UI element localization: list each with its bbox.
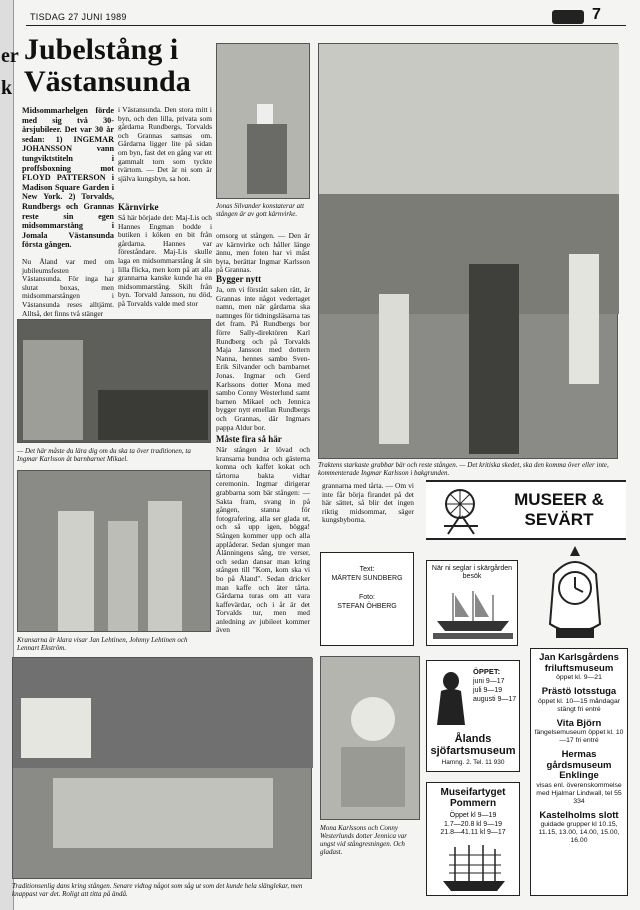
pommern-hours	[427, 812, 519, 838]
caption-tradition: — Det här måste du lära dig om du ska ta över traditionen, ta Ingmar Karlsson åt barnbarnet Mikael.	[17, 447, 191, 463]
pommern-hours-row: 21.8—41.11 kl 9—17	[440, 829, 506, 836]
caption-baby: Mona Karlssons och Conny Westerlunds dotter Jennica var ungst vid stångresningen. Och gladast.	[320, 824, 408, 856]
museum-name: Jan Karlsgårdens friluftsmuseum	[539, 652, 619, 674]
figurehead-icon	[433, 669, 471, 727]
museum-info: fängelsemuseum öppet kl. 10—17 fri entré	[534, 729, 624, 744]
ad-museums-list	[530, 648, 628, 896]
credit-text-name: MÄRTEN SUNDBERG	[331, 575, 403, 582]
article-maste-text: När stången är lövad och kransarna bundna och gästerna komna och kaffet kokat och tårtorna bakta vidtar ceremonin. Ingmar dirigerar grabbarna som bär stången: — Sakta fram, svang in på gången, stanna för fotografering, alla ser glada ut, och så upp igen, bögga! Stången kommer upp och alla applåderar. Sedan sjunger man Ålänningens sång, tre verser, och sedan dansar man kring stången till "Kom, kom ska vi bo på Åland". Sedan dricker man kaffe och äter tårta. Gårdarna turas om att vara kaffevärdar, och i år är det Torvalds tur, men med anledning av jubileet kommer även	[216, 445, 310, 635]
skargard-text: När ni seglar i skärgården besök	[431, 565, 513, 580]
article-headline: Jubelstång i Västansunda	[24, 33, 191, 98]
sjofart-name: Ålands sjöfartsmuseum	[430, 733, 516, 757]
article-col1-text: Nu Åland var med om jubileumsfesten i Västansunda. För inga har slutat boxas, men midsommarstången i Västansunda reses alltjämt. Alltså, det finns två stänger	[22, 257, 114, 318]
photo-wreaths	[17, 470, 211, 632]
museum-info: öppet kl. 9—21	[556, 674, 602, 681]
sjofart-hours-row: juni 9—17	[473, 678, 505, 685]
article-col2-top: i Västansunda. Den stora mitt i byn, och den lilla, privata som gårdarna Rundbergs, Torvalds och Grannas samsas om. Gårdarna ligger lite på sidan om byn, fast det en gång var ett gammalt torn som tyckte tvärtom. — Det är ni som är själva kungsbyn, sa hon.	[118, 105, 212, 183]
ship-illustration-icon	[433, 587, 513, 641]
article-intro-text: Det var 30 år sedan: 1) INGEMAR JOHANSSON vann tungviktstiteln i proffsboxning mot FLOYD PATTERSON i Madison Square Garden i New York. 2) Torvalds, Rundbergs och Grannas reste sin egen midsommarstång i Jomala Västansunda första gången.	[22, 125, 114, 250]
sailing-ship-icon	[441, 843, 507, 893]
subhead-karnvirke: Kärnvirke	[118, 202, 159, 212]
article-col4-text: grannarna med tårta. — Om vi inte får börja firandet på det här sättet, så blir det ingen riktig midsommar, säger kungsbyborna.	[322, 481, 414, 525]
header-rule	[26, 25, 626, 26]
sjofart-address: Hamng. 2. Tel. 11 930	[441, 759, 505, 766]
pommern-hours-row: 1.7—20.8 kl 9—19	[444, 820, 502, 828]
museum-info: guidade grupper kl 10.15, 11.15, 13.00, 14.00, 15.00, 16.00	[538, 821, 620, 844]
museum-info: visas enl. överenskommelse med Hjalmar Lindwall, tel 55 334	[536, 781, 622, 805]
article-col3-text: omsorg ut stången. — Den är av kärnvirke och håller länge ännu, men foten har vi måst byta, berättar Ingmar Karlsson på Grannas.	[216, 231, 310, 275]
adjacent-page-text: er k	[1, 45, 19, 99]
museum-entry	[534, 750, 624, 806]
photo-tradition	[17, 319, 211, 443]
credits-box	[320, 552, 414, 646]
newspaper-logo-icon	[552, 10, 584, 24]
ad-pommern	[426, 782, 520, 896]
caption-dance: Traditionsenlig dans kring stången. Senare vidtog något som såg ut som det kunde hela slänglekar, men knappast var det. Roligt att titta på ändå.	[12, 882, 303, 898]
ad-sjofartsmuseum	[426, 660, 520, 772]
museum-entry	[534, 687, 624, 714]
pommern-hours-row: Öppet kl 9—19	[449, 812, 497, 819]
page-number: 7	[592, 6, 601, 23]
sjofart-hours-row: augusti 9—17	[473, 696, 517, 703]
museum-info: öppet kl. 10—15 måndagar stängt fri entré	[538, 697, 620, 713]
museum-entry	[534, 653, 624, 682]
article-karnvirke-text: Så här började det: Maj-Lis och Hannes Engman bodde i butiken i köken en bit från gårdarna. Hannes var föreståndare. Maj-Lis skulle laga en midsommarstång åt sin lilla flicka, men kom på att alla grannarna kanske kunde ha en midsommarstång. Skilt från byn. Torvald Jansson, nu död, på Torvalds valde med stor	[118, 213, 212, 308]
museer-banner	[426, 480, 626, 540]
credit-foto-name: STEFAN ÖHBERG	[337, 603, 397, 610]
subhead-bygger-nytt: Bygger nytt	[216, 274, 262, 284]
photo-karnvirke	[216, 43, 310, 199]
credit-text-label: Text:	[359, 566, 375, 573]
caption-wreaths: Kransarna är klara visar Jan Lehtinen, Johnny Lehtinen och Lennart Ekström.	[17, 636, 188, 652]
subhead-maste-fira: Måste fira så här	[216, 434, 282, 444]
museer-title: MUSEER & SEVÄRT	[514, 490, 604, 529]
photo-baby	[320, 656, 420, 820]
sjofart-open-label: ÖPPET:	[473, 667, 501, 676]
page-date: TISDAG 27 JUNI 1989	[30, 12, 127, 22]
museum-name: Prästö lotsstuga	[541, 686, 617, 697]
ad-skargard	[426, 560, 518, 646]
credit-foto-label: Foto:	[359, 594, 375, 601]
photo-dance	[12, 657, 312, 879]
sjofart-hours-row: juli 9—19	[473, 687, 503, 694]
pommern-name: Museifartyget Pommern	[440, 787, 506, 809]
museum-entry	[534, 719, 624, 746]
museum-entry	[534, 811, 624, 846]
caption-karnvirke: Jonas Silvander konstaterar att stången är av gott kärnvirke.	[216, 202, 305, 218]
mantel-clock-icon	[540, 544, 610, 644]
museum-name: Kastelholms slott	[539, 809, 619, 821]
museum-name: Hermas gårdsmuseum Enklinge	[546, 749, 612, 781]
spinning-wheel-icon	[440, 486, 482, 536]
article-lede: Midsommarhelgen förde med sig två 30-årsjubileer.	[22, 106, 114, 135]
article-bygger-text: Ja, om vi förstått saken rätt, är Grannas inte något vedertaget namn, men när gårdarna ska namnges för tidningsläsarna tas det fram. På Rundbergs bor förre Sally-direktören Karl Rundberg och på Torvalds Maja Jansson med dottern Nanna, hennes sambo Sven-Erik Silvander och barnbarnet Jonas. Ingmar och Gerd Karlssons dotter Mona med sambo Conny Westerlund samt barnen Mikael och Jennica bygger nytt emellan Rundbergs och Grannas, där Ingmars pappa Aldur bor.	[216, 285, 310, 432]
photo-raising-pole	[318, 43, 618, 459]
museum-name: Vita Björn	[556, 717, 602, 729]
sjofart-hours	[473, 677, 516, 704]
caption-main-photo: Traktens starkaste grabbar bär och reste stången. — Det kritiska skedet, ska den komma över eller inte, kommenterade Ingmar Karlsson i bakgrunden.	[318, 461, 609, 477]
